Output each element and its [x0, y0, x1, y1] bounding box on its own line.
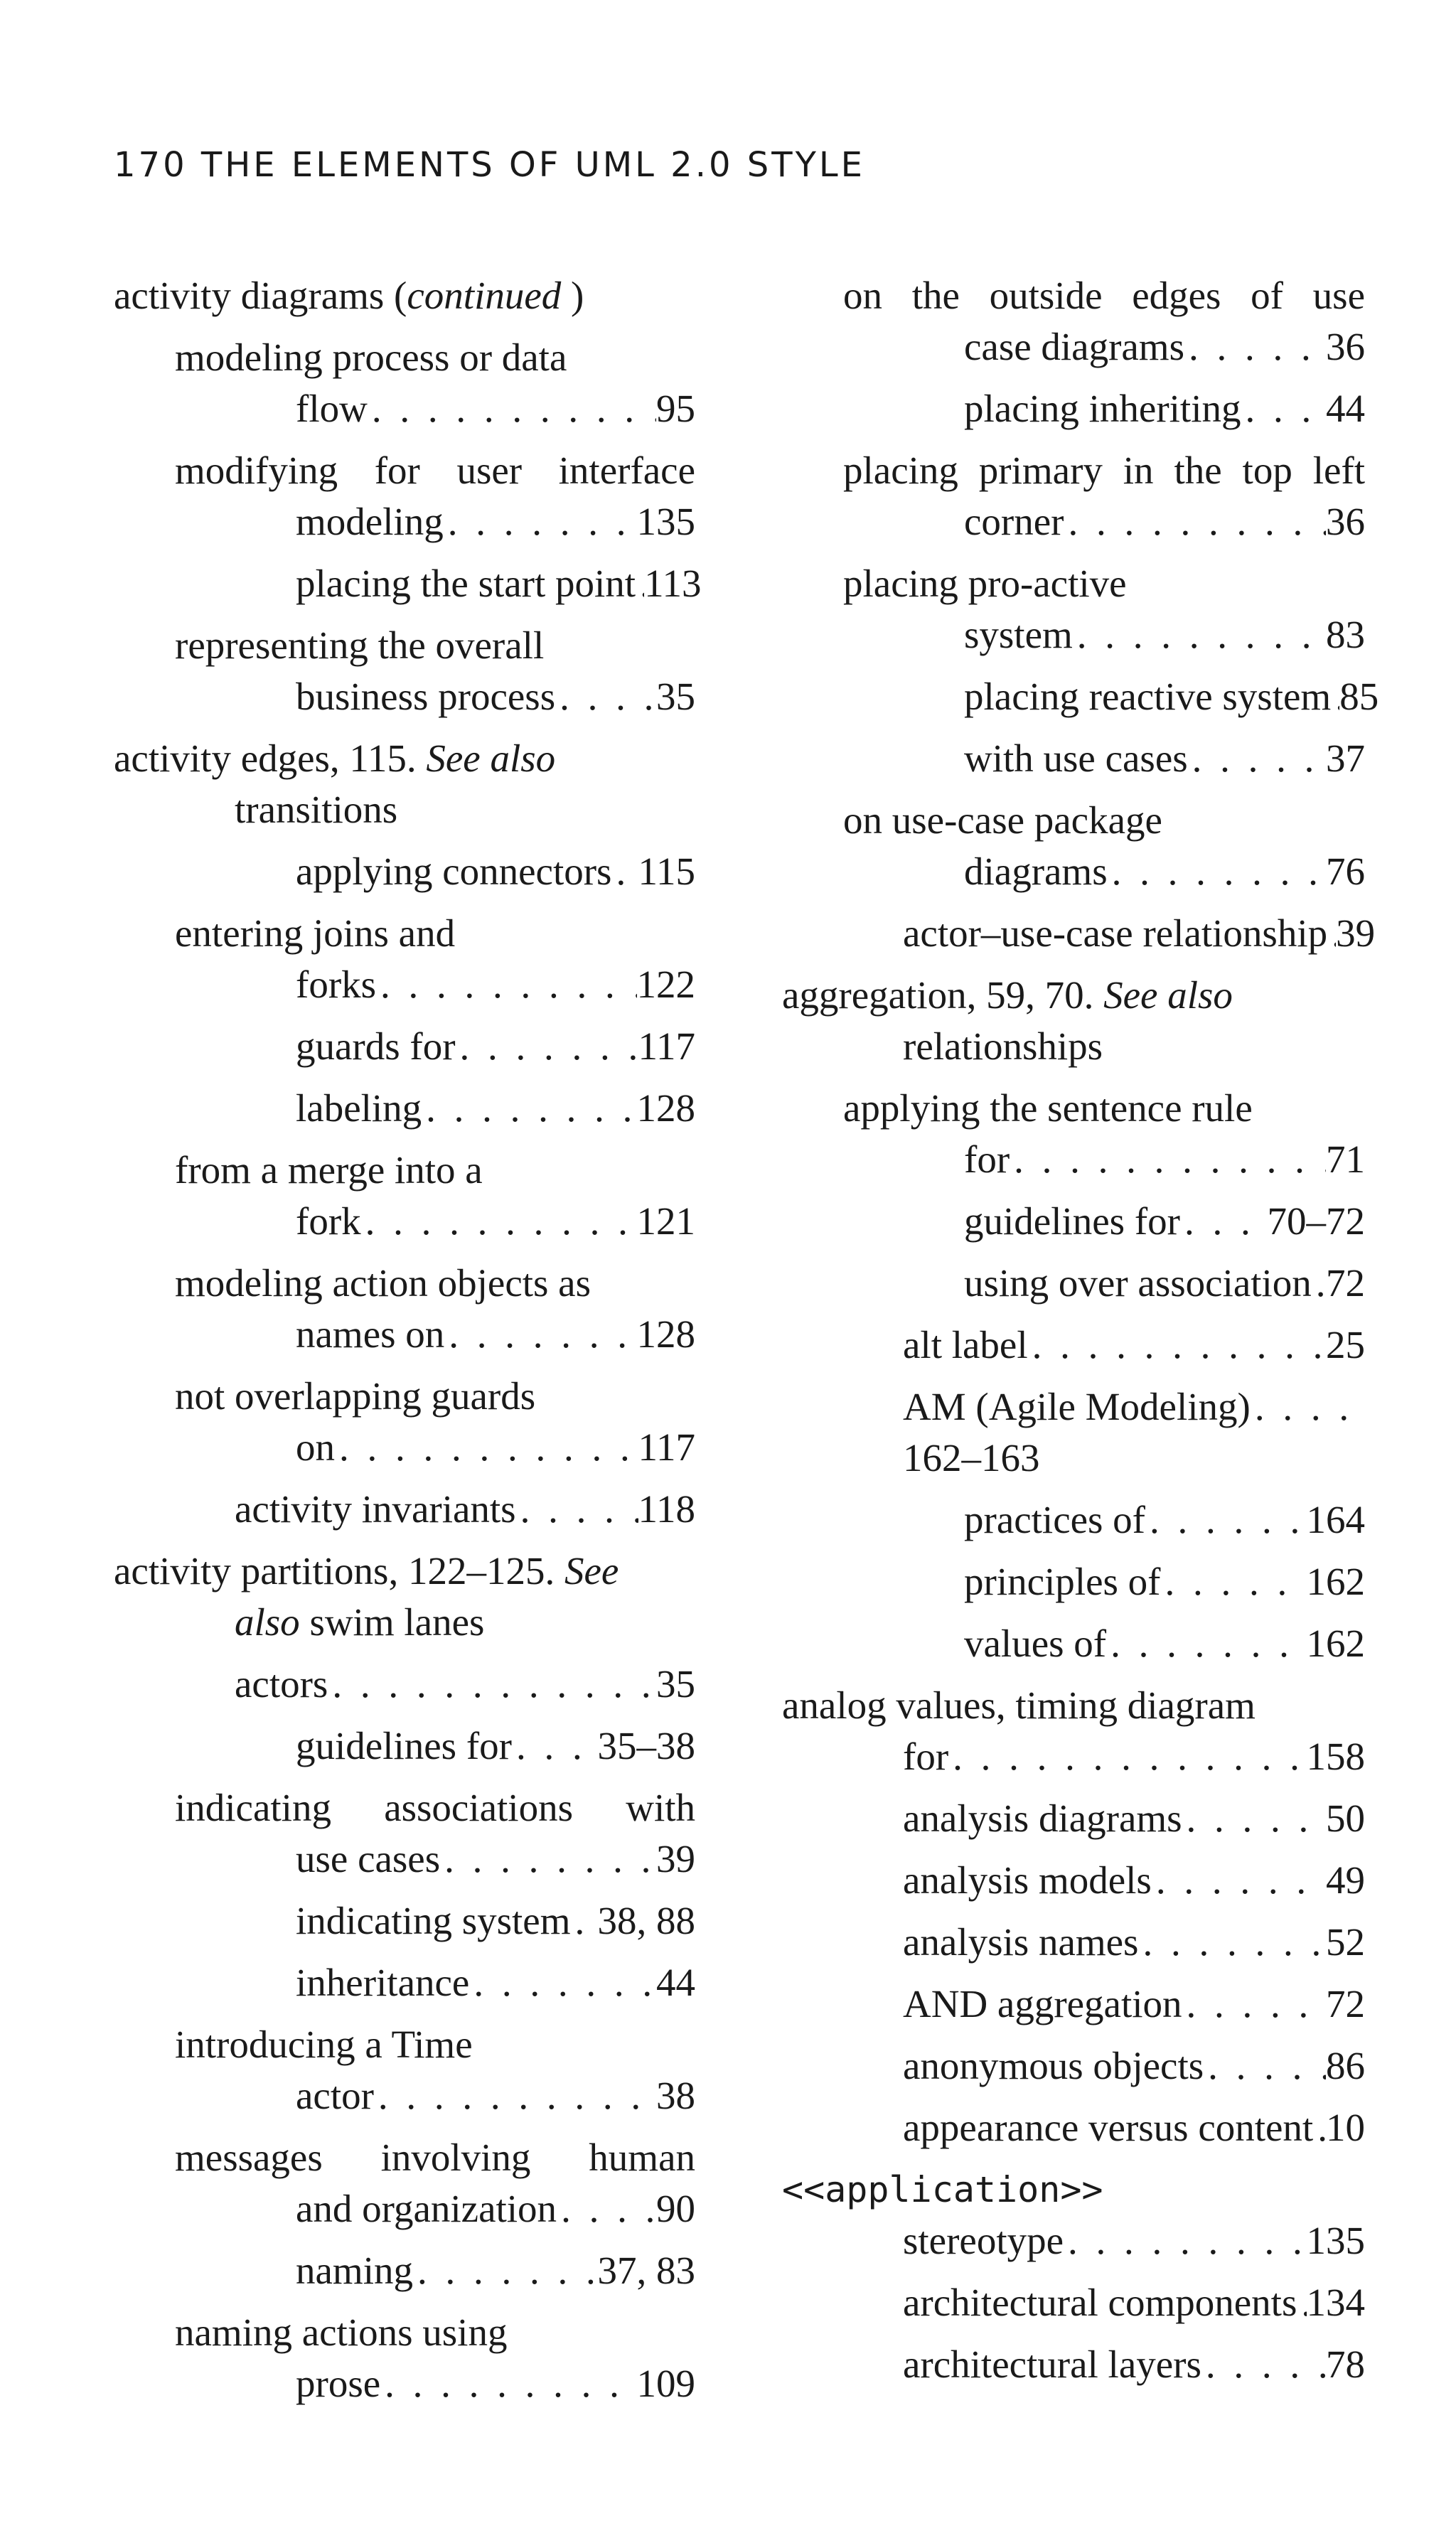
- page-ref: 36: [1326, 500, 1365, 543]
- page-ref: 164: [1306, 1498, 1365, 1541]
- dot-leader: [1010, 1134, 1326, 1185]
- page-ref: 78: [1326, 2343, 1365, 2386]
- index-subentry: guards for . . . 117: [114, 1021, 695, 1072]
- dot-leader: [516, 1484, 638, 1535]
- dot-leader: [1108, 846, 1326, 897]
- page-ref: 117: [638, 1024, 695, 1068]
- index-subentry: applying the sentence rule for . . . 71: [782, 1083, 1365, 1185]
- page-ref: 134: [1306, 2281, 1365, 2324]
- index-subentry: labeling . . . 128: [114, 1083, 695, 1134]
- index-entry: activity edges, 115. See also transitions: [114, 737, 556, 831]
- index-column-right: [782, 270, 1379, 2401]
- index-entry: actors . . . 35: [114, 1659, 695, 1710]
- dot-leader: [380, 2358, 636, 2409]
- page-ref: 25: [1326, 1323, 1365, 1366]
- index-subentry: inheritance . . . 44: [114, 1957, 695, 2008]
- page-ref: 37, 83: [597, 2249, 695, 2292]
- index-subentry: naming . . . 37, 83: [114, 2245, 695, 2296]
- page-ref: 38, 88: [597, 1899, 695, 1942]
- page-ref: 162–163: [903, 1436, 1040, 1479]
- dot-leader: [1028, 1320, 1326, 1371]
- index-subentry: indicating associations with use cases . . . 39: [114, 1782, 695, 1885]
- index-entry: analysis diagrams . . . 50: [782, 1793, 1365, 1844]
- dot-leader: [512, 1720, 598, 1772]
- dot-leader: [570, 1895, 597, 1947]
- dot-leader: [1327, 908, 1336, 959]
- page-ref: 117: [638, 1425, 695, 1469]
- dot-leader: [636, 558, 644, 609]
- index-subentry: messages involving human and organization . . . 90: [114, 2132, 695, 2234]
- page-ref: 72: [1326, 1261, 1365, 1305]
- page-ref: 35: [656, 1662, 695, 1706]
- dot-leader: [1297, 2277, 1306, 2328]
- index-subentry: placing primary in the top left corner . . . 36: [782, 445, 1365, 547]
- page-ref: 10: [1326, 2106, 1365, 2149]
- page-ref: 76: [1326, 850, 1365, 893]
- page-ref: 50: [1326, 1797, 1365, 1840]
- dot-leader: [1184, 321, 1326, 373]
- dot-leader: [1106, 1618, 1306, 1669]
- dot-leader: [1182, 1793, 1326, 1844]
- index-subentry: principles of . . . 162: [782, 1556, 1365, 1607]
- dot-leader: [1204, 2040, 1326, 2092]
- dot-leader: [1251, 1381, 1365, 1433]
- index-entry: AND aggregation . . . 72: [782, 1979, 1365, 2030]
- page-ref: 72: [1326, 1982, 1365, 2025]
- page-ref: 44: [1326, 387, 1365, 430]
- index-subentry: guidelines for . . . 35–38: [114, 1720, 695, 1772]
- page-ref: 37: [1326, 737, 1365, 780]
- dot-leader: [1180, 1196, 1268, 1247]
- index-entry: actor–use-case relationship . . . 39: [782, 908, 1365, 959]
- page-ref: 128: [636, 1312, 695, 1356]
- page-ref: 128: [636, 1086, 695, 1130]
- index-subentry: from a merge into a fork . . . 121: [114, 1145, 695, 1247]
- dot-leader: [1312, 1258, 1326, 1309]
- dot-leader: [1152, 1855, 1326, 1906]
- index-subentry: values of . . . 162: [782, 1618, 1365, 1669]
- dot-leader: [335, 1422, 638, 1473]
- dot-leader: [1145, 1494, 1307, 1546]
- page-ref: 115: [638, 850, 695, 893]
- index-subentry: guidelines for . . . 70–72: [782, 1196, 1365, 1247]
- index-subentry: placing reactive system . . . 85: [782, 671, 1365, 722]
- dot-leader: [376, 959, 636, 1010]
- dot-leader: [1138, 1917, 1326, 1968]
- dot-leader: [374, 2070, 656, 2121]
- page-ref: 162: [1306, 1622, 1365, 1665]
- index-subentry: on the outside edges of use case diagrams . . . 36: [782, 270, 1365, 373]
- index-subentry: modeling process or data flow . . . 95: [114, 332, 695, 434]
- index-subentry: placing pro-active system . . . 83: [782, 558, 1365, 660]
- page-ref: 83: [1326, 613, 1365, 656]
- index-subentry: indicating system . . . 38, 88: [114, 1895, 695, 1947]
- dot-leader: [361, 1196, 637, 1247]
- page-ref: 36: [1326, 325, 1365, 368]
- page-ref: 135: [636, 500, 695, 543]
- page-ref: 162: [1306, 1560, 1365, 1603]
- index-subentry: not overlapping guards on . . . 117: [114, 1371, 695, 1473]
- index-subentry: representing the overall business process . . . 35: [114, 620, 695, 722]
- dot-leader: [440, 1834, 656, 1885]
- page-ref: 135: [1306, 2219, 1365, 2262]
- index-subentry: modifying for user interface modeling . . . 135: [114, 445, 695, 547]
- dot-leader: [948, 1731, 1306, 1782]
- dot-leader: [469, 1957, 656, 2008]
- index-entry: analysis models . . . 49: [782, 1855, 1365, 1906]
- page-ref: 35: [656, 675, 695, 718]
- index-entry: analog values, timing diagram for . . . 158: [782, 1680, 1365, 1782]
- index-subentry: with use cases . . . 37: [782, 733, 1365, 784]
- index-entry: architectural components . . . 134: [782, 2277, 1365, 2328]
- dot-leader: [1073, 609, 1326, 660]
- dot-leader: [557, 2183, 656, 2234]
- page-number: 170: [114, 145, 188, 185]
- index-entry: activity partitions, 122–125. See also swim lanes: [114, 1549, 619, 1644]
- dot-leader: [555, 671, 656, 722]
- page-ref: 86: [1326, 2044, 1365, 2087]
- index-entry: alt label . . . 25: [782, 1320, 1365, 1371]
- index-subentry: introducing a Time actor . . . 38: [114, 2019, 695, 2121]
- page-ref: 122: [636, 963, 695, 1006]
- page-ref: 49: [1326, 1858, 1365, 1902]
- dot-leader: [1182, 1979, 1326, 2030]
- dot-leader: [1201, 2339, 1326, 2390]
- dot-leader: [1064, 2215, 1306, 2266]
- index-entry: appearance versus content . . . 10: [782, 2102, 1365, 2153]
- index-subentry: using over association . . . 72: [782, 1258, 1365, 1309]
- running-header: [114, 145, 865, 185]
- index-subentry: applying connectors . . . 115: [114, 846, 695, 897]
- dot-leader: [1064, 496, 1326, 547]
- index-column-left: [114, 270, 702, 2420]
- dot-leader: [1188, 733, 1326, 784]
- page-ref: 35–38: [597, 1724, 695, 1767]
- page-ref: 44: [656, 1961, 695, 2004]
- page-ref: 118: [638, 1487, 695, 1531]
- index-entry: analysis names . . . 52: [782, 1917, 1365, 1968]
- index-entry: architectural layers . . . 78: [782, 2339, 1365, 2390]
- page-ref: 121: [636, 1199, 695, 1243]
- dot-leader: [1331, 671, 1339, 722]
- dot-leader: [1160, 1556, 1306, 1607]
- page-ref: 95: [656, 387, 695, 430]
- dot-leader: [611, 846, 638, 897]
- page-ref: 113: [644, 562, 702, 605]
- index-subentry: entering joins and forks . . . 122: [114, 908, 695, 1010]
- index-subentry: placing inheriting . . . 44: [782, 383, 1365, 434]
- index-entry: activity invariants . . . 118: [114, 1484, 695, 1535]
- page-ref: 38: [656, 2074, 695, 2117]
- page-ref: 71: [1326, 1138, 1365, 1181]
- index-entry: AM (Agile Modeling) . . . 162–163: [782, 1381, 1365, 1484]
- dot-leader: [422, 1083, 636, 1134]
- index-entry: activity diagrams (continued ): [114, 274, 584, 317]
- dot-leader: [456, 1021, 638, 1072]
- dot-leader: [444, 496, 637, 547]
- index-subentry: placing the start point . . . 113: [114, 558, 695, 609]
- dot-leader: [1241, 383, 1327, 434]
- index-subentry: on use-case package diagrams . . . 76: [782, 795, 1365, 897]
- running-title: THE ELEMENTS OF UML 2.0 STYLE: [200, 145, 865, 185]
- index-entry: aggregation, 59, 70. See also relationships: [782, 973, 1233, 1068]
- index-entry: <<application>> stereotype . . . 135: [782, 2164, 1365, 2266]
- page-ref: 90: [656, 2187, 695, 2230]
- page-ref: 109: [636, 2362, 695, 2405]
- page-ref: 158: [1306, 1735, 1365, 1778]
- index-entry: anonymous objects . . . 86: [782, 2040, 1365, 2092]
- page-ref: 85: [1339, 675, 1379, 718]
- page-ref: 39: [656, 1837, 695, 1880]
- dot-leader: [368, 383, 656, 434]
- index-subentry: naming actions using prose . . . 109: [114, 2307, 695, 2409]
- index-subentry: practices of . . . 164: [782, 1494, 1365, 1546]
- dot-leader: [328, 1659, 656, 1710]
- dot-leader: [413, 2245, 598, 2296]
- page-ref: 52: [1326, 1920, 1365, 1964]
- dot-leader: [444, 1309, 636, 1360]
- page-ref: 70–72: [1267, 1199, 1365, 1243]
- index-subentry: modeling action objects as names on . . . 128: [114, 1258, 695, 1360]
- dot-leader: [1313, 2102, 1326, 2153]
- page-ref: 39: [1336, 911, 1376, 955]
